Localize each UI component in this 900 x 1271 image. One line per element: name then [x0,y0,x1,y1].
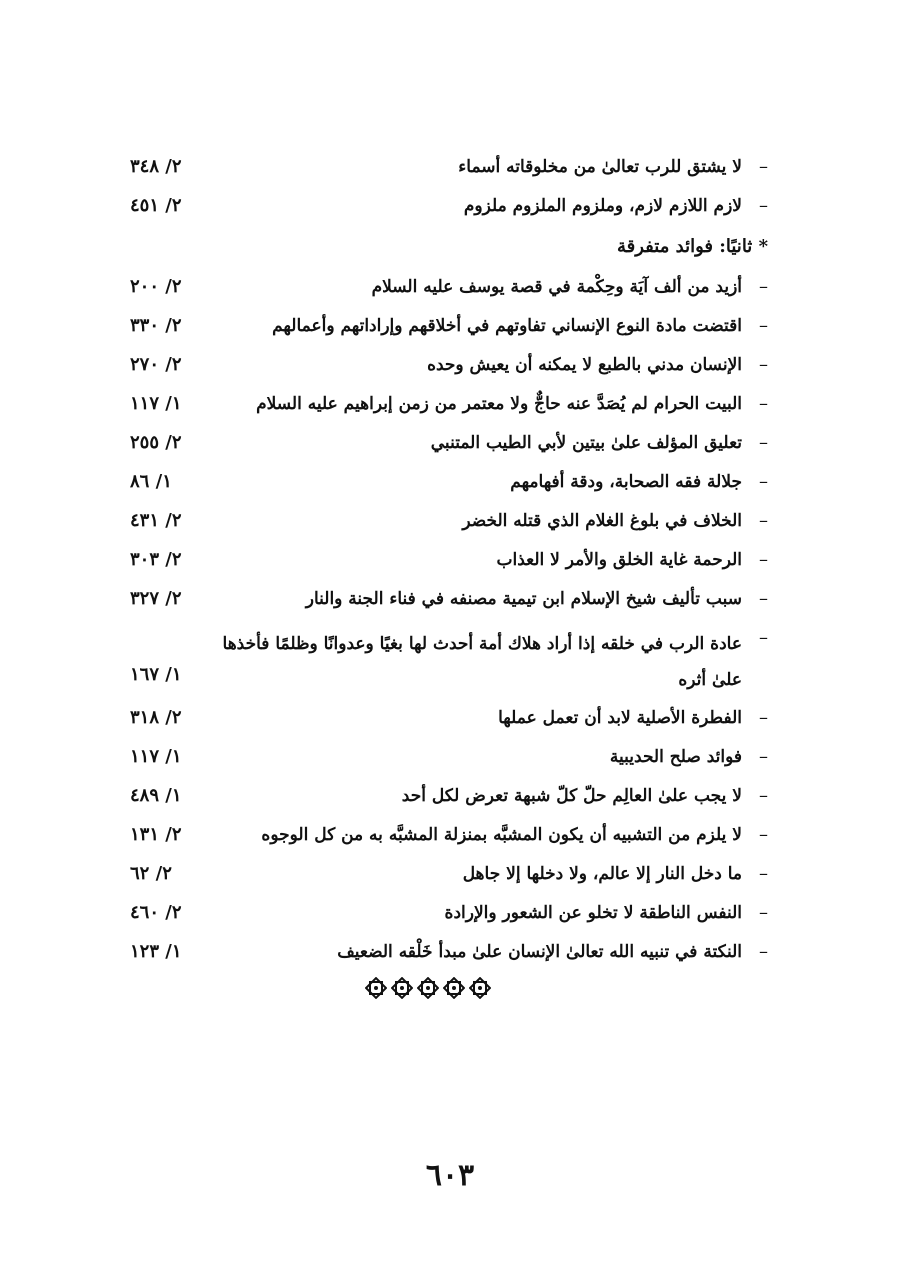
entry-reference: ٢/ ١٣١ [130,824,182,845]
entry-dash: – [759,432,768,453]
entry-dash: – [759,824,768,845]
section-heading-text: * ثانيًا: فوائد متفرقة [616,236,768,257]
entry-text: لازم اللازم لازم، وملزوم الملزوم ملزوم [463,196,742,216]
entry-text: البيت الحرام لم يُصَدَّ عنه حاجٌّ ولا معتمر من زمن إبراهيم عليه السلام [256,394,742,414]
entry-text: النكتة في تنبيه الله تعالىٰ الإنسان علىٰ مبدأ خَلْقه الضعيف [337,942,742,962]
entry-dash: – [759,156,768,177]
entry-text: الإنسان مدني بالطبع لا يمكنه أن يعيش وحده [427,355,742,375]
knot-icon [443,977,465,999]
knot-icon [417,977,439,999]
entry-text: لا يشتق للرب تعالىٰ من مخلوقاته أسماء [458,157,742,177]
index-entries [0,148,900,972]
entry-reference: ٢/ ٦٢ [130,863,172,884]
entry-dash: – [759,902,768,923]
section-heading [0,226,900,268]
index-entry [0,307,900,346]
entry-reference: ١/ ١١٧ [130,393,182,414]
page-number: ٦٠٣ [425,1158,475,1193]
index-entry [0,346,900,385]
entry-dash: – [759,195,768,216]
entry-reference: ١/ ٤٨٩ [130,785,182,806]
entry-text: الفطرة الأصلية لابد أن تعمل عملها [498,708,742,728]
knot-icon [469,977,491,999]
entry-text: فوائد صلح الحديبية [609,747,742,767]
entry-text: لا يجب علىٰ العالِم حلّ كلّ شبهة تعرض لكل أحد [401,786,742,806]
entry-dash: – [759,276,768,297]
index-entry [0,385,900,424]
entry-dash: – [759,627,768,648]
index-entry [0,187,900,226]
entry-dash: – [759,393,768,414]
entry-reference: ٢/ ٢٧٠ [130,354,182,375]
entry-reference: ٢/ ٤٣١ [130,510,182,531]
entry-dash: – [759,746,768,767]
entry-reference: ١/ ١١٧ [130,746,182,767]
entry-reference: ١/ ١٢٣ [130,941,182,962]
entry-dash: – [759,785,768,806]
entry-reference: ١/ ٨٦ [130,471,172,492]
entry-reference: ١/ ١٦٧ [130,664,182,685]
entry-dash: – [759,707,768,728]
index-entry [0,424,900,463]
entry-text: عادة الرب في خلقه إذا أراد هلاك أمة أحدث لها بغيًا وعدوانًا وظلمًا فأخذها علىٰ أثره [222,634,742,690]
index-entry [0,777,900,816]
index-entry [0,816,900,855]
knot-icon [365,977,387,999]
entry-reference: ٢/ ٣١٨ [130,707,182,728]
entry-reference: ٢/ ٣٠٣ [130,549,182,570]
entry-reference: ٢/ ٢٠٠ [130,276,182,297]
entry-dash: – [759,510,768,531]
entry-reference: ٢/ ٤٥١ [130,195,182,216]
index-entry [0,148,900,187]
entry-reference: ٢/ ٤٦٠ [130,902,182,923]
entry-text: تعليق المؤلف علىٰ بيتين لأبي الطيب المتنبي [430,433,742,453]
entry-text: النفس الناطقة لا تخلو عن الشعور والإرادة [444,903,742,923]
entry-reference: ٢/ ٣٢٧ [130,588,182,609]
entry-text: الخلاف في بلوغ الغلام الذي قتله الخضر [462,511,742,531]
index-entry [0,738,900,777]
entry-text: اقتضت مادة النوع الإنساني تفاوتهم في أخلاقهم وإراداتهم وأعمالهم [272,316,742,336]
entry-text: أزيد من ألف آيَة وحِكْمة في قصة يوسف عليه السلام [371,277,742,297]
index-entry [0,894,900,933]
entry-dash: – [759,863,768,884]
entry-text: الرحمة غاية الخلق والأمر لا العذاب [496,550,742,570]
entry-reference: ٢/ ٣٤٨ [130,156,182,177]
index-entry [0,541,900,580]
index-entry [0,463,900,502]
entry-dash: – [759,471,768,492]
entry-text: جلالة فقه الصحابة، ودقة أفهامهم [510,472,742,492]
index-entry [0,580,900,619]
index-entry [0,699,900,738]
index-entry [0,619,900,699]
entry-reference: ٢/ ٢٥٥ [130,432,182,453]
entry-dash: – [759,588,768,609]
knot-icon [391,977,413,999]
index-entry [0,933,900,972]
index-entry [0,268,900,307]
entry-dash: – [759,941,768,962]
entry-text: ما دخل النار إلا عالم، ولا دخلها إلا جاهل [462,864,742,884]
entry-dash: – [759,315,768,336]
entry-dash: – [759,354,768,375]
entry-text: لا يلزم من التشبيه أن يكون المشبَّه بمنزلة المشبَّه به من كل الوجوه [261,825,742,845]
entry-reference: ٢/ ٣٣٠ [130,315,182,336]
index-entry [0,502,900,541]
decorative-knot-ornament-icon [365,974,491,1002]
index-entry [0,855,900,894]
entry-text: سبب تأليف شيخ الإسلام ابن تيمية مصنفه في فناء الجنة والنار [305,589,742,609]
entry-dash: – [759,549,768,570]
